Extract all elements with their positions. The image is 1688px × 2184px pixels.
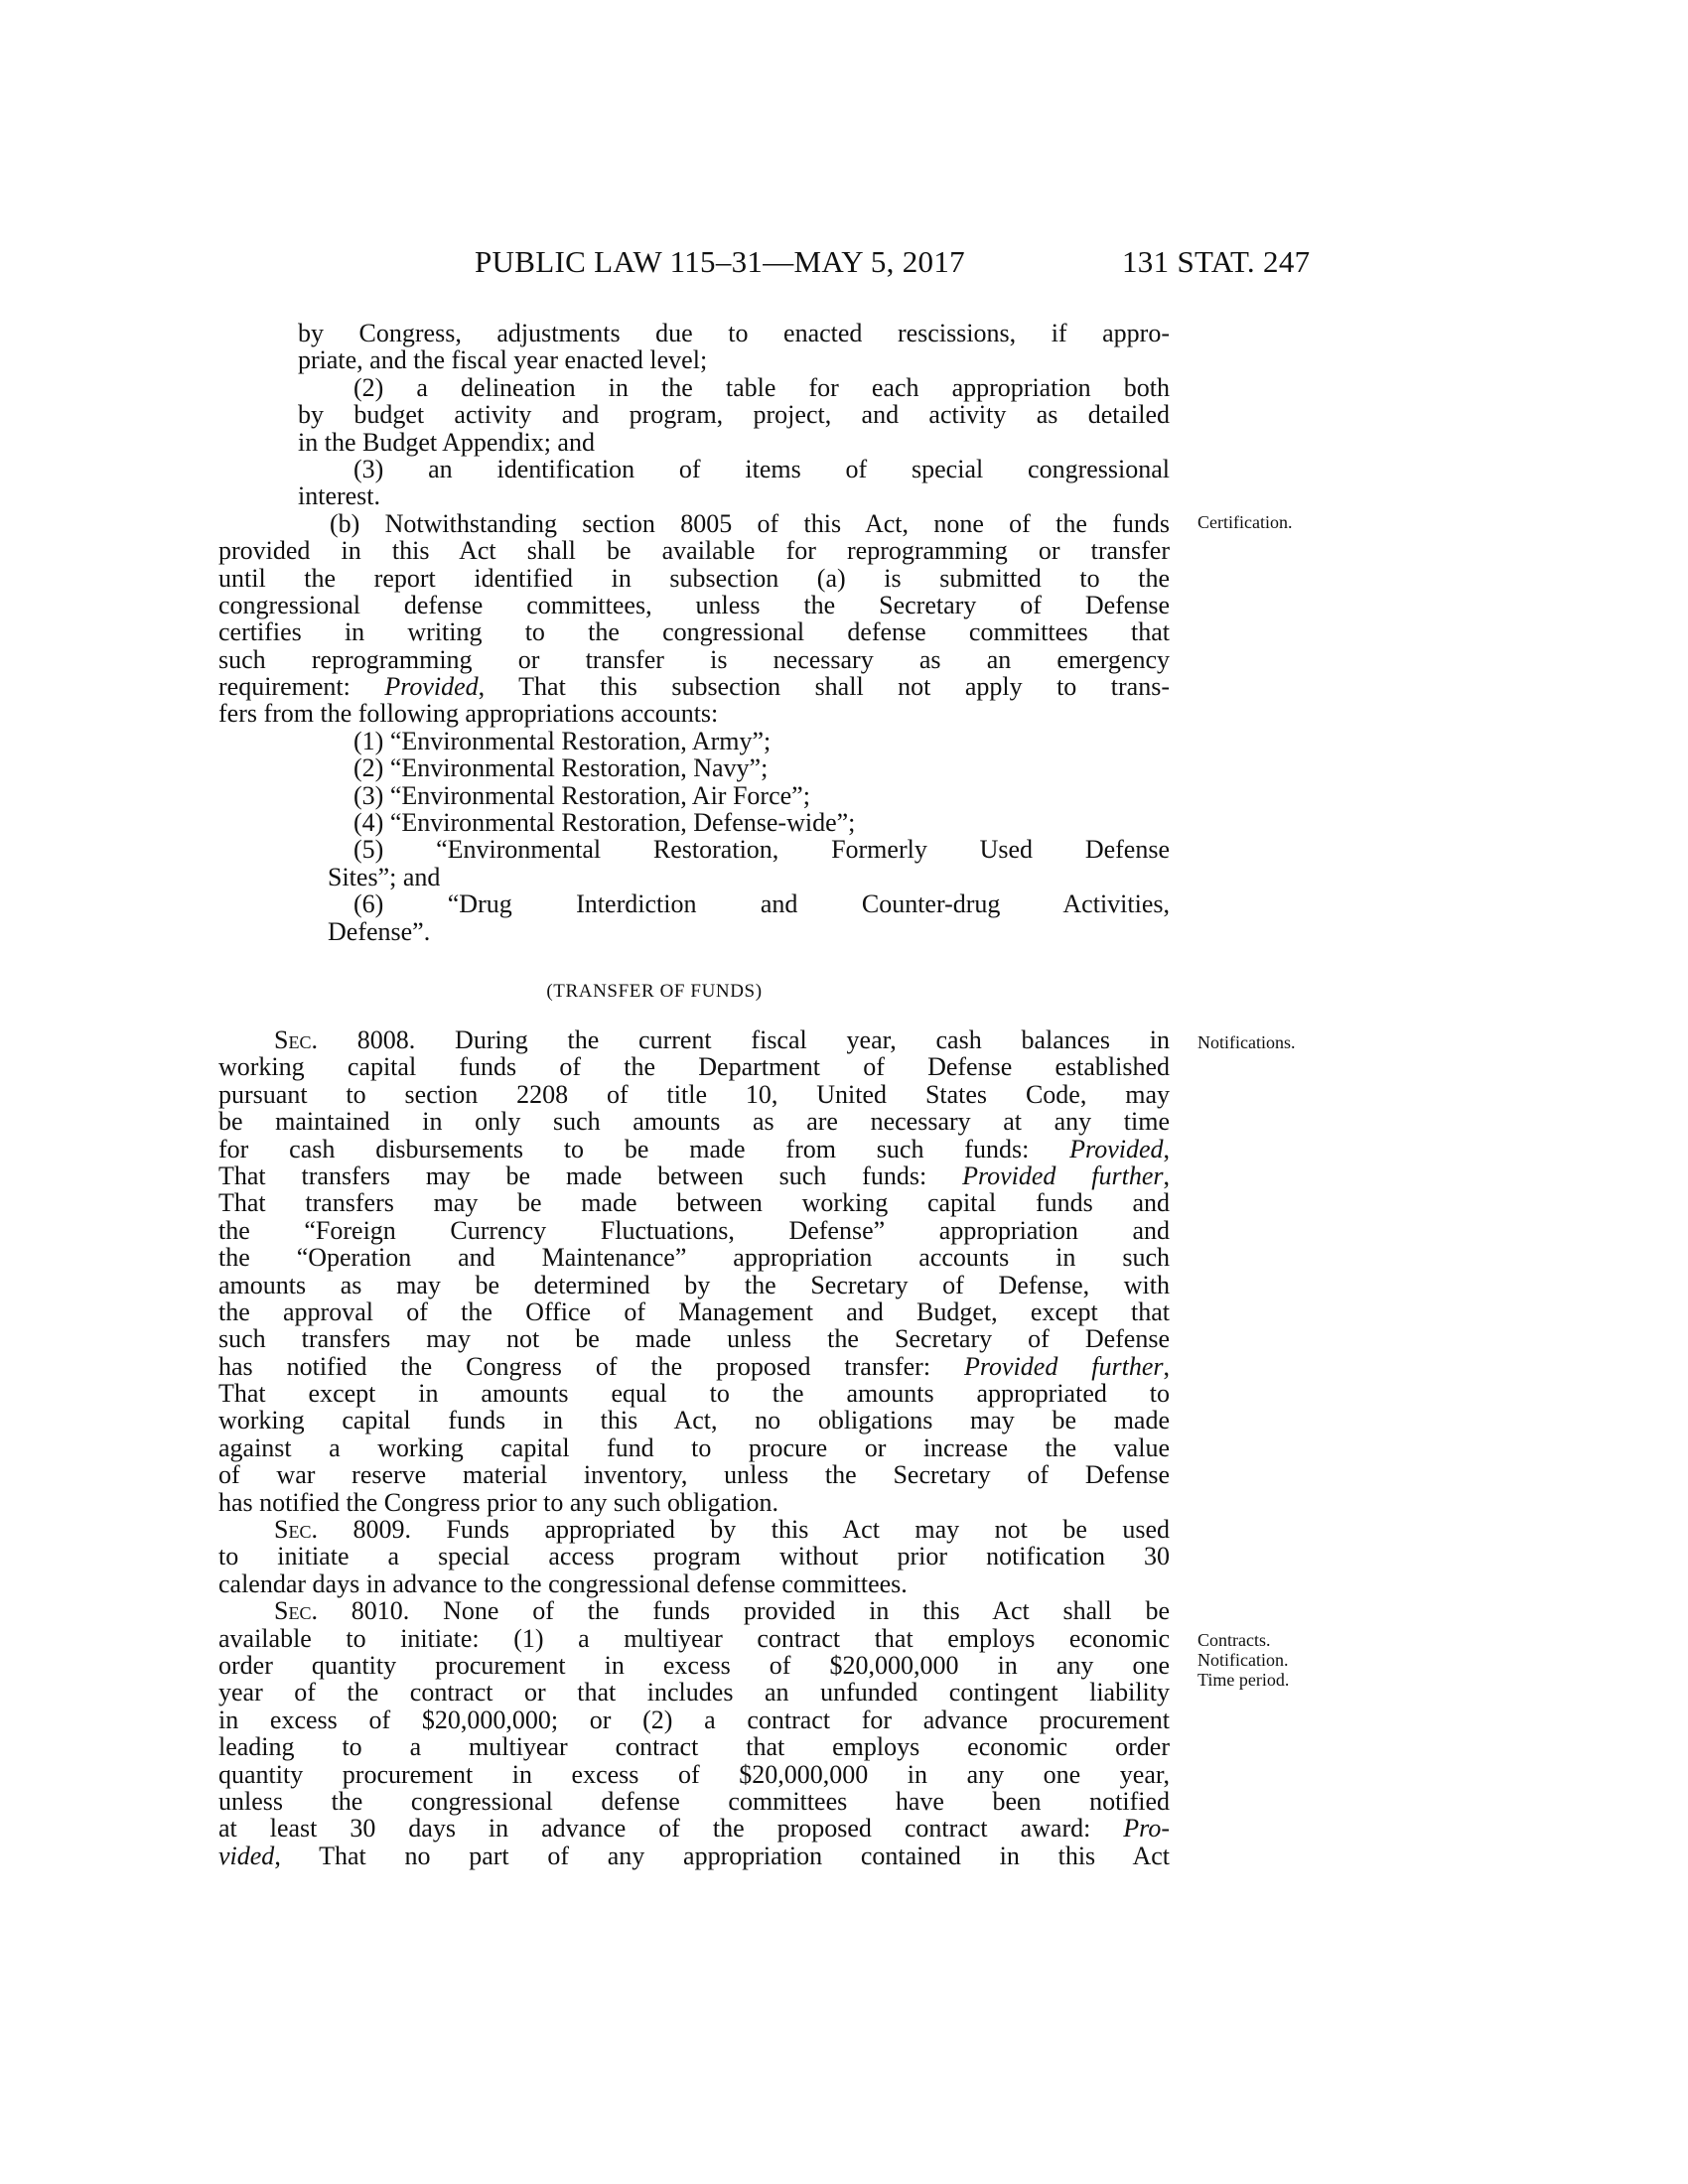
text-line: by Congress, adjustments due to enacted rescissions, if appro- (298, 319, 1170, 347)
text-line: fers from the following appropriations accounts: (218, 699, 719, 729)
list-item-continued: Defense”. (328, 916, 431, 946)
section-heading-transfer-of-funds (0, 981, 1468, 1003)
text-line: priate, and the fiscal year enacted level; (298, 345, 708, 375)
list-item: (4) “Environmental Restoration, Defense-wide”; (353, 808, 856, 838)
margin-note-certification: Certification. (1197, 512, 1293, 532)
text-line (218, 1353, 1170, 1380)
text-line: leading to a multiyear contract that employs economic order (218, 1732, 1170, 1762)
text-line: order quantity procurement in excess of $20,000,000 in any one (218, 1650, 1170, 1680)
text-run: , (1163, 1134, 1170, 1163)
list-item: (1) “Environmental Restoration, Army”; (353, 726, 772, 755)
text-line: That except in amounts equal to the amounts appropriated to (218, 1379, 1170, 1409)
italic-proviso: vided (218, 1841, 275, 1870)
italic-proviso: Provided further (963, 1351, 1164, 1381)
text-line: against a working capital fund to procure or increase the value (218, 1433, 1170, 1462)
text-line: certifies in writing to the congressional defense committees that (218, 617, 1170, 647)
text-line: working capital funds of the Department of Defense established (218, 1052, 1170, 1082)
text-line: (3) an identification of items of special congressional (353, 454, 1170, 483)
body-text-block-2 (218, 1026, 1170, 1869)
text-line: That transfers may be made between working capital funds and (218, 1188, 1170, 1218)
text-line: of war reserve material inventory, unless the Secretary of Defense (218, 1460, 1170, 1490)
text-line: such reprogramming or transfer is necessary as an emergency (218, 644, 1170, 674)
text-run: 8010. None of the funds provided in this Act shall be (317, 1596, 1170, 1626)
text-line: such transfers may not be made unless the Secretary of Defense (218, 1324, 1170, 1354)
list-item: (5) “Environmental Restoration, Formerly Used Defense (353, 835, 1170, 865)
text-run: requirement: (218, 672, 385, 702)
text-run: , That this subsection shall not apply to trans- (478, 672, 1170, 702)
margin-note-notifications: Notifications. (1197, 1032, 1296, 1052)
text-line: pursuant to section 2208 of title 10, United States Code, may (218, 1079, 1170, 1109)
list-item: (3) “Environmental Restoration, Air Force”; (353, 780, 810, 810)
text-line: by budget activity and program, project, and activity as detailed (298, 400, 1170, 430)
text-run: , (1163, 1351, 1170, 1381)
text-line: year of the contract or that includes an unfunded contingent liability (218, 1678, 1170, 1707)
text-line: the “Foreign Currency Fluctuations, Defense” appropriation and (218, 1215, 1170, 1245)
margin-note-notification: Notification. (1197, 1650, 1289, 1670)
text-line: in the Budget Appendix; and (298, 427, 595, 457)
margin-note-contracts: Contracts. (1197, 1630, 1271, 1650)
text-line: be maintained in only such amounts as are necessary at any time (218, 1107, 1170, 1137)
italic-proviso: Provided (384, 672, 479, 702)
text-run: , That no part of any appropriation contained in this Act (274, 1841, 1170, 1870)
section-label: Sec. (274, 1515, 318, 1545)
text-line (218, 1597, 1170, 1624)
body-text-block-1 (218, 319, 1170, 946)
text-line (218, 1843, 1170, 1869)
text-line: in excess of $20,000,000; or (2) a contract for advance procurement (218, 1705, 1170, 1734)
text-line: the approval of the Office of Management and Budget, except that (218, 1297, 1170, 1326)
text-line: unless the congressional defense committees have been notified (218, 1786, 1170, 1816)
text-line: interest. (298, 481, 381, 511)
italic-proviso: Pro- (1123, 1814, 1170, 1843)
text-run: has notified the Congress of the proposed transfer: (218, 1351, 964, 1381)
text-line: has notified the Congress prior to any such obligation. (218, 1487, 778, 1517)
text-line (218, 673, 1170, 700)
text-line: congressional defense committees, unless the Secretary of Defense (218, 590, 1170, 619)
text-line (218, 1516, 1170, 1543)
text-run: at least 30 days in advance of the proposed contract award: (218, 1814, 1124, 1843)
margin-note-time-period: Time period. (1197, 1670, 1290, 1690)
text-line: (b) Notwithstanding section 8005 of this Act, none of the funds (330, 508, 1170, 538)
section-label: Sec. (274, 1025, 318, 1054)
text-run: , (1163, 1160, 1171, 1190)
running-header-title: PUBLIC LAW 115–31—MAY 5, 2017 (475, 244, 965, 279)
running-header-stat-page: 131 STAT. 247 (1122, 244, 1311, 279)
text-line (218, 1136, 1170, 1162)
text-line (218, 1815, 1170, 1842)
section-label: Sec. (274, 1596, 318, 1626)
text-line: amounts as may be determined by the Secretary of Defense, with (218, 1270, 1170, 1299)
text-run: 8009. Funds appropriated by this Act may not be used (317, 1515, 1170, 1545)
text-run: 8008. During the current fiscal year, cash balances in (317, 1025, 1170, 1054)
text-line (218, 1162, 1170, 1189)
text-run: That transfers may be made between such funds: (218, 1160, 963, 1190)
text-line: available to initiate: (1) a multiyear contract that employs economic (218, 1623, 1170, 1653)
italic-proviso: Provided further (962, 1160, 1164, 1190)
text-line: until the report identified in subsection (a) is submitted to the (218, 563, 1170, 593)
text-line: (2) a delineation in the table for each appropriation both (353, 372, 1170, 402)
list-item-continued: Sites”; and (328, 862, 441, 891)
text-line: the “Operation and Maintenance” appropriation accounts in such (218, 1243, 1170, 1273)
text-line: to initiate a special access program without prior notification 30 (218, 1542, 1170, 1571)
list-item: (6) “Drug Interdiction and Counter-drug Activities, (353, 889, 1170, 919)
heading-text: (TRANSFER OF FUNDS) (546, 981, 763, 1002)
text-line: working capital funds in this Act, no obligations may be made (218, 1406, 1170, 1435)
text-line: calendar days in advance to the congressional defense committees. (218, 1569, 908, 1598)
text-line: provided in this Act shall be available for reprogramming or transfer (218, 536, 1170, 566)
text-line (218, 1026, 1170, 1053)
text-run: for cash disbursements to be made from such funds: (218, 1134, 1070, 1163)
list-item: (2) “Environmental Restoration, Navy”; (353, 753, 769, 783)
italic-proviso: Provided (1069, 1134, 1164, 1163)
text-line: quantity procurement in excess of $20,000,000 in any one year, (218, 1759, 1170, 1789)
